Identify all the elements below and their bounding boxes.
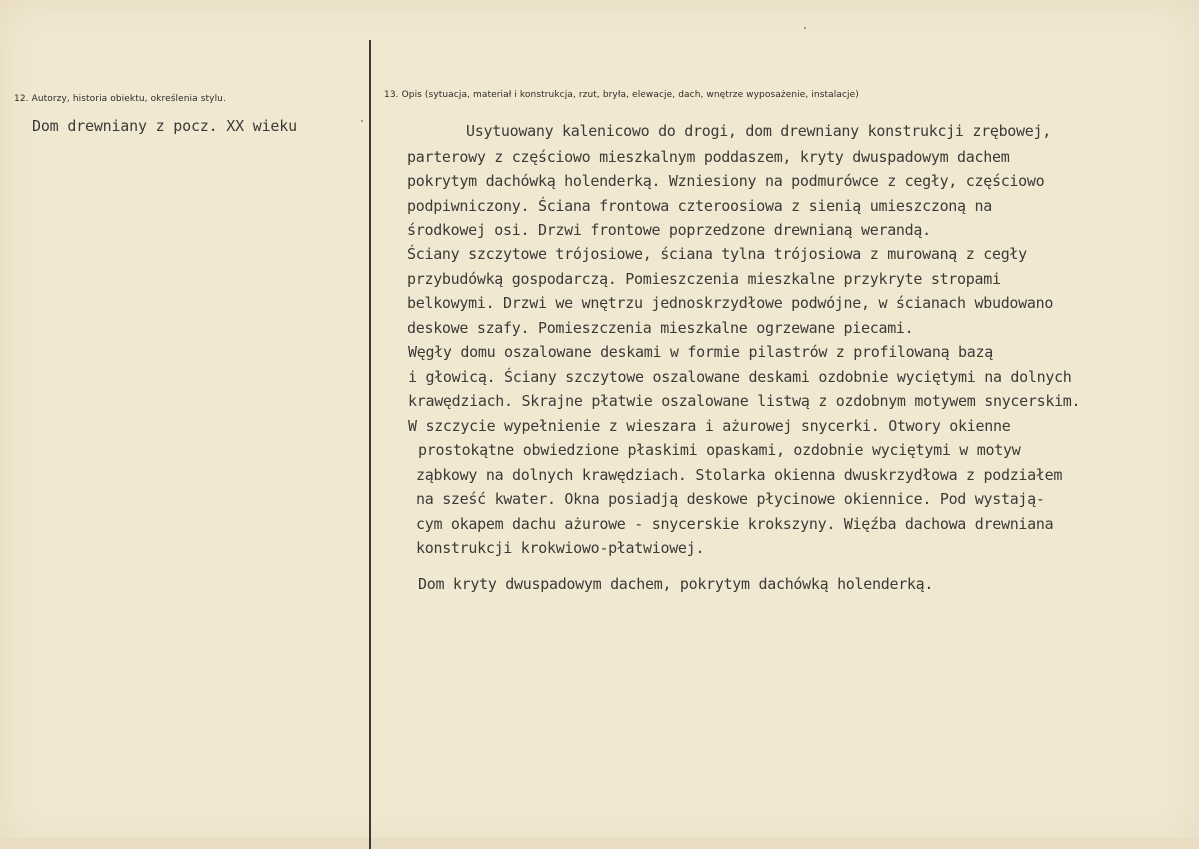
- section-12-heading: 12. Autorzy, historia obiektu, określenia stylu.: [14, 94, 226, 104]
- description-line: pokrytym dachówką holenderką. Wzniesiony na podmurówce z cegły, częściowo: [407, 172, 1045, 190]
- paper-speck: [361, 120, 363, 122]
- description-line: W szczycie wypełnienie z wieszara i ażurowej snycerki. Otwory okienne: [408, 417, 1011, 435]
- description-line: cym okapem dachu ażurowe - snycerskie krokszyny. Więźba dachowa drewniana: [416, 515, 1054, 533]
- description-line: podpiwniczony. Ściana frontowa czteroosiowa z sienią umieszczoną na: [407, 197, 992, 215]
- section-12-text: Dom drewniany z pocz. XX wieku: [32, 117, 297, 135]
- description-line: środkowej osi. Drzwi frontowe poprzedzone drewnianą werandą.: [407, 221, 931, 239]
- description-line: ząbkowy na dolnych krawędziach. Stolarka okienna dwuskrzydłowa z podziałem: [416, 466, 1063, 484]
- section-13-heading: 13. Opis (sytuacja, materiał i konstrukcja, rzut, bryła, elewacje, dach, wnętrze wyposażenie, instalacje): [384, 90, 859, 100]
- description-line: Dom kryty dwuspadowym dachem, pokrytym dachówką holenderką.: [418, 575, 934, 593]
- description-line: przybudówką gospodarczą. Pomieszczenia mieszkalne przykryte stropami: [407, 270, 1001, 288]
- description-line: belkowymi. Drzwi we wnętrzu jednoskrzydłowe podwójne, w ścianach wbudowano: [407, 294, 1054, 312]
- description-line: Węgły domu oszalowane deskami w formie pilastrów z profilowaną bazą: [408, 343, 993, 361]
- description-line: konstrukcji krokwiowo-płatwiowej.: [416, 539, 705, 557]
- description-line: Usytuowany kalenicowo do drogi, dom drewniany konstrukcji zrębowej,: [466, 122, 1051, 140]
- description-line: deskowe szafy. Pomieszczenia mieszkalne ogrzewane piecami.: [407, 319, 914, 337]
- description-line: krawędziach. Skrajne płatwie oszalowane listwą z ozdobnym motywem snycerskim.: [408, 392, 1081, 410]
- description-line: prostokątne obwiedzione płaskimi opaskami, ozdobnie wyciętymi w motyw: [418, 441, 1021, 459]
- paper-bottom-edge: [0, 838, 1199, 849]
- description-line: na sześć kwater. Okna posiadją deskowe płycinowe okiennice. Pod wystają-: [416, 490, 1045, 508]
- description-line: parterowy z częściowo mieszkalnym poddaszem, kryty dwuspadowym dachem: [407, 148, 1010, 166]
- paper-speck: [804, 27, 806, 29]
- description-line: Ściany szczytowe trójosiowe, ściana tylna trójosiowa z murowaną z cegły: [407, 245, 1027, 263]
- description-line: i głowicą. Ściany szczytowe oszalowane deskami ozdobnie wyciętymi na dolnych: [408, 368, 1072, 386]
- column-divider: [369, 40, 371, 849]
